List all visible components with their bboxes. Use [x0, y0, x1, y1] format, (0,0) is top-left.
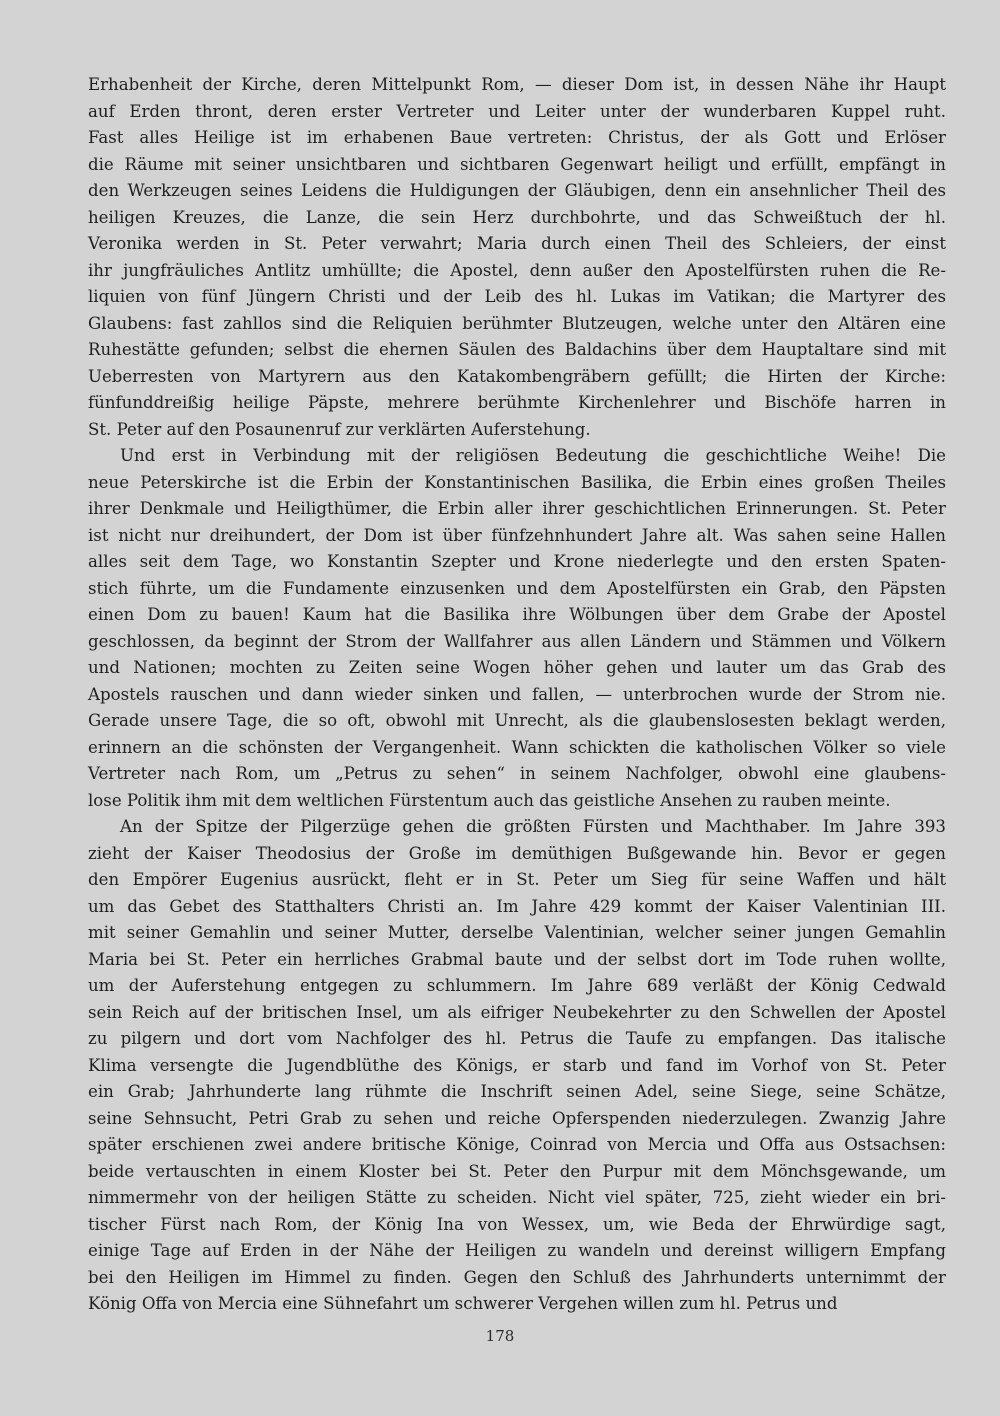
- text-line: ihrer Denkmale und Heiligthümer, die Erbin aller ihrer geschichtlichen Erinnerungen. St. Peter: [88, 499, 946, 518]
- text-line: ihr jungfräuliches Antlitz umhüllte; die Apostel, denn außer den Apostelfürsten ruhen die Re-: [88, 260, 946, 280]
- text-line: fünfunddreißig heilige Päpste, mehrere berühmte Kirchenlehrer und Bischöfe harren in: [88, 393, 946, 412]
- text-line: später erschienen zwei andere britische Könige, Coinrad von Mercia und Offa aus Ostsachsen:: [88, 1135, 946, 1154]
- text-line: liquien von fünf Jüngern Christi und der Leib des hl. Lukas im Vatikan; die Martyrer des: [88, 287, 946, 306]
- text-line: alles seit dem Tage, wo Konstantin Szepter und Krone niederlegte und den ersten Spaten-: [88, 552, 946, 571]
- text-line: bei den Heiligen im Himmel zu finden. Gegen den Schluß des Jahrhunderts unternimmt der: [88, 1267, 946, 1287]
- text-line: Und erst in Verbindung mit der religiösen Bedeutung die geschichtliche Weihe! Die: [120, 446, 946, 465]
- text-line: einige Tage auf Erden in der Nähe der Heiligen zu wandeln und dereinst willigern Empfang: [88, 1241, 946, 1260]
- text-line: Apostels rauschen und dann wieder sinken und fallen, — unterbrochen wurde der Strom nie.: [88, 684, 946, 704]
- text-line: erinnern an die schönsten der Vergangenheit. Wann schickten die katholischen Völker so viele: [88, 737, 946, 757]
- text-line: lose Politik ihm mit dem weltlichen Fürstentum auch das geistliche Ansehen zu rauben meinte.: [88, 790, 891, 810]
- text-line: neue Peterskirche ist die Erbin der Konstantinischen Basilika, die Erbin eines großen Theiles: [88, 472, 946, 492]
- text-line: auf Erden thront, deren erster Vertreter und Leiter unter der wunderbaren Kuppel ruht.: [88, 101, 946, 121]
- text-line: Glaubens: fast zahllos sind die Reliquien berühmter Blutzeugen, welche unter den Altären eine: [88, 313, 946, 333]
- text-line: König Offa von Mercia eine Sühnefahrt um schwerer Vergehen willen zum hl. Petrus und: [88, 1294, 838, 1313]
- text-line: um das Gebet des Statthalters Christi an. Im Jahre 429 kommt der Kaiser Valentinian III.: [88, 896, 946, 916]
- text-line: Ueberresten von Martyrern aus den Katakombengräbern gefüllt; die Hirten der Kirche:: [88, 366, 946, 386]
- text-line: die Räume mit seiner unsichtbaren und sichtbaren Gegenwart heiligt und erfüllt, empfängt in: [88, 154, 946, 174]
- text-line: den Werkzeugen seines Leidens die Huldigungen der Gläubigen, denn ein ansehnlicher Theil des: [88, 181, 946, 200]
- text-line: nimmermehr von der heiligen Stätte zu scheiden. Nicht viel später, 725, zieht wieder ein bri-: [88, 1188, 946, 1207]
- text-line: Vertreter nach Rom, um „Petrus zu sehen“ in seinem Nachfolger, obwohl eine glaubens-: [88, 764, 946, 783]
- text-line: Veronika werden in St. Peter verwahrt; Maria durch einen Theil des Schleiers, der einst: [88, 234, 946, 253]
- text-line: geschlossen, da beginnt der Strom der Wallfahrer aus allen Ländern und Stämmen und Völkern: [88, 631, 946, 651]
- text-line: heiligen Kreuzes, die Lanze, die sein Herz durchbohrte, und das Schweißtuch der hl.: [88, 207, 946, 227]
- text-line: einen Dom zu bauen! Kaum hat die Basilika ihre Wölbungen über dem Grabe der Apostel: [88, 605, 946, 624]
- page-number: 178: [485, 1327, 515, 1345]
- text-line: ein Grab; Jahrhunderte lang rühmte die Inschrift seinen Adel, seine Siege, seine Schätze,: [88, 1082, 946, 1101]
- text-line: Maria bei St. Peter ein herrliches Grabmal baute und der selbst dort im Tode ruhen wollte,: [88, 949, 946, 969]
- paragraph-2: [88, 443, 946, 814]
- text-line: An der Spitze der Pilgerzüge gehen die größten Fürsten und Machthaber. Im Jahre 393: [120, 817, 946, 836]
- text-line: Erhabenheit der Kirche, deren Mittelpunkt Rom, — dieser Dom ist, in dessen Nähe ihr Haupt: [88, 75, 946, 94]
- text-line: zu pilgern und dort vom Nachfolger des hl. Petrus die Taufe zu empfangen. Das italische: [88, 1029, 946, 1048]
- text-line: und Nationen; mochten zu Zeiten seine Wogen höher gehen und lauter um das Grab des: [88, 658, 946, 677]
- text-line: tischer Fürst nach Rom, der König Ina von Wessex, um, wie Beda der Ehrwürdige sagt,: [88, 1214, 946, 1234]
- text-line: den Empörer Eugenius ausrückt, fleht er in St. Peter um Sieg für seine Waffen und hält: [88, 870, 946, 889]
- paragraph-3: [88, 814, 946, 1318]
- text-line: Klima versengte die Jugendblüthe des Königs, er starb und fand im Vorhof von St. Peter: [88, 1055, 946, 1075]
- body-text: [88, 72, 946, 1318]
- text-line: um der Auferstehung entgegen zu schlummern. Im Jahre 689 verläßt der König Cedwald: [88, 976, 946, 995]
- paragraph-1: [88, 72, 946, 443]
- text-line: St. Peter auf den Posaunenruf zur verklärten Auferstehung.: [88, 419, 591, 439]
- text-line: Ruhestätte gefunden; selbst die ehernen Säulen des Baldachins über dem Hauptaltare sind mit: [88, 340, 946, 359]
- text-line: ist nicht nur dreihundert, der Dom ist über fünfzehnhundert Jahre alt. Was sahen seine Hallen: [88, 525, 946, 545]
- text-line: Gerade unsere Tage, die so oft, obwohl mit Unrecht, als die glaubenslosesten beklagt werden,: [88, 711, 946, 730]
- text-line: seine Sehnsucht, Petri Grab zu sehen und reiche Opferspenden niederzulegen. Zwanzig Jahre: [88, 1108, 946, 1128]
- text-line: mit seiner Gemahlin und seiner Mutter, derselbe Valentinian, welcher seiner jungen Gemahlin: [88, 923, 946, 942]
- text-line: sein Reich auf der britischen Insel, um als eifriger Neubekehrter zu den Schwellen der Apostel: [88, 1002, 946, 1022]
- text-line: beide vertauschten in einem Kloster bei St. Peter den Purpur mit dem Mönchsgewande, um: [88, 1161, 946, 1181]
- text-line: Fast alles Heilige ist im erhabenen Baue vertreten: Christus, der als Gott und Erlöser: [88, 128, 946, 147]
- text-line: zieht der Kaiser Theodosius der Große im demüthigen Bußgewande hin. Bevor er gegen: [88, 843, 946, 863]
- text-line: stich führte, um die Fundamente einzusenken und dem Apostelfürsten ein Grab, den Päpsten: [88, 578, 946, 598]
